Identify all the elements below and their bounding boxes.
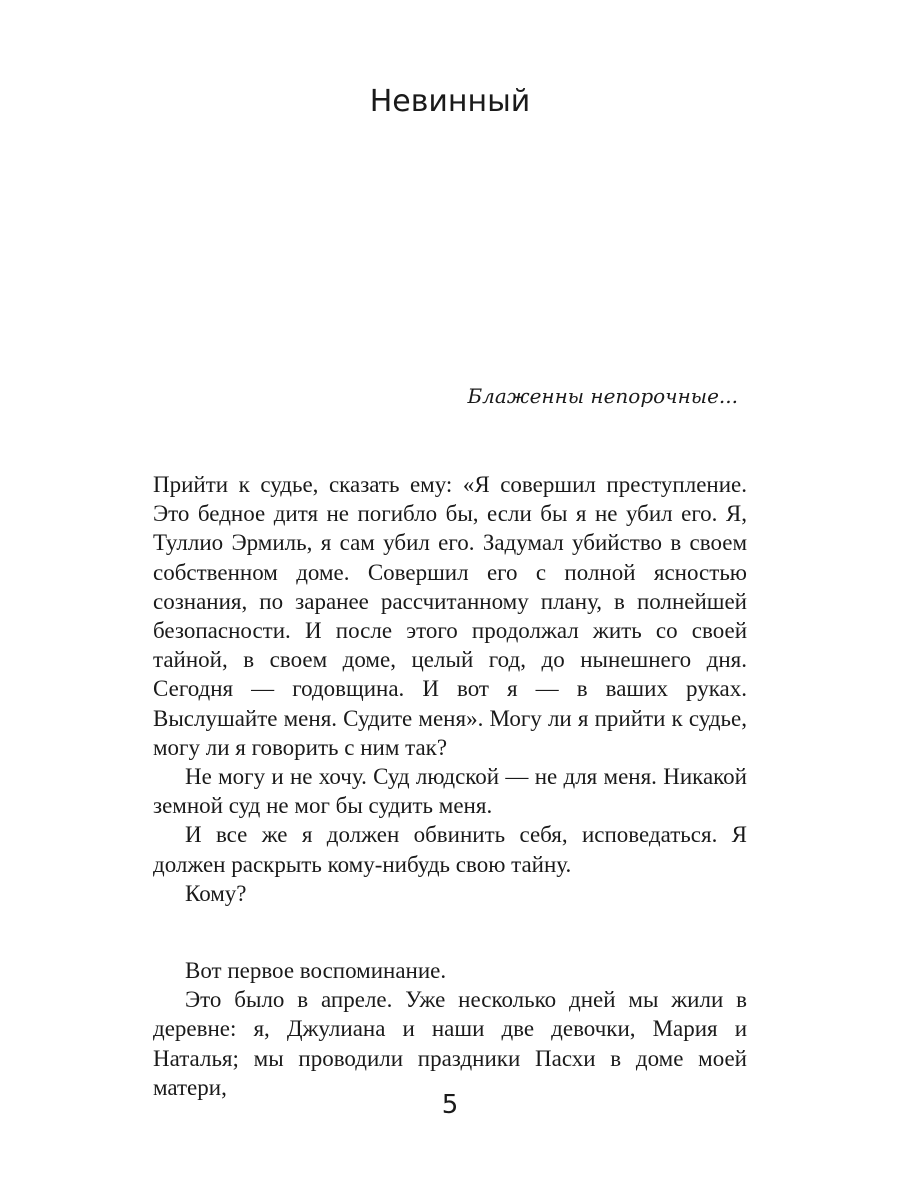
paragraph-2: Не могу и не хочу. Суд людской — не для меня. Никакой земной суд не мог бы судить меня. <box>153 764 747 819</box>
paragraph-3: И все же я должен обвинить себя, исповедаться. Я должен раскрыть кому-нибудь свою тайну. <box>153 822 747 877</box>
text-section-2 <box>153 956 747 1102</box>
text-section-1 <box>153 470 747 908</box>
chapter-title: Невинный <box>369 84 531 119</box>
paragraph-6: Это было в апреле. Уже несколько дней мы жили в деревне: я, Джулиана и наши две девочки, Мария и Наталья; мы проводили праздники Пасхи в доме моей матери, <box>153 987 747 1100</box>
paragraph-4: Кому? <box>185 880 247 906</box>
paragraph-5: Вот первое воспоминание. <box>185 958 447 983</box>
epigraph: Блаженны непорочные... <box>467 384 738 408</box>
paragraph-1: Прийти к судье, сказать ему: «Я совершил преступление. Это бедное дитя не погибло бы, если бы я не убил его. Я, Туллио Эрмиль, я сам убил его. Задумал убийство в своем собственном доме. Совершил его с полной ясностью сознания, по заранее рассчитанному плану, в полнейшей безопасности. И после этого продолжал жить со своей тайной, в своем доме, целый год, до нынешнего дня. Сегодня — годовщина. И вот я — в ваших руках. Выслушайте меня. Судите меня». Могу ли я прийти к судье, могу ли я говорить с ним так? <box>153 472 747 760</box>
page-number: 5 <box>441 1090 459 1120</box>
